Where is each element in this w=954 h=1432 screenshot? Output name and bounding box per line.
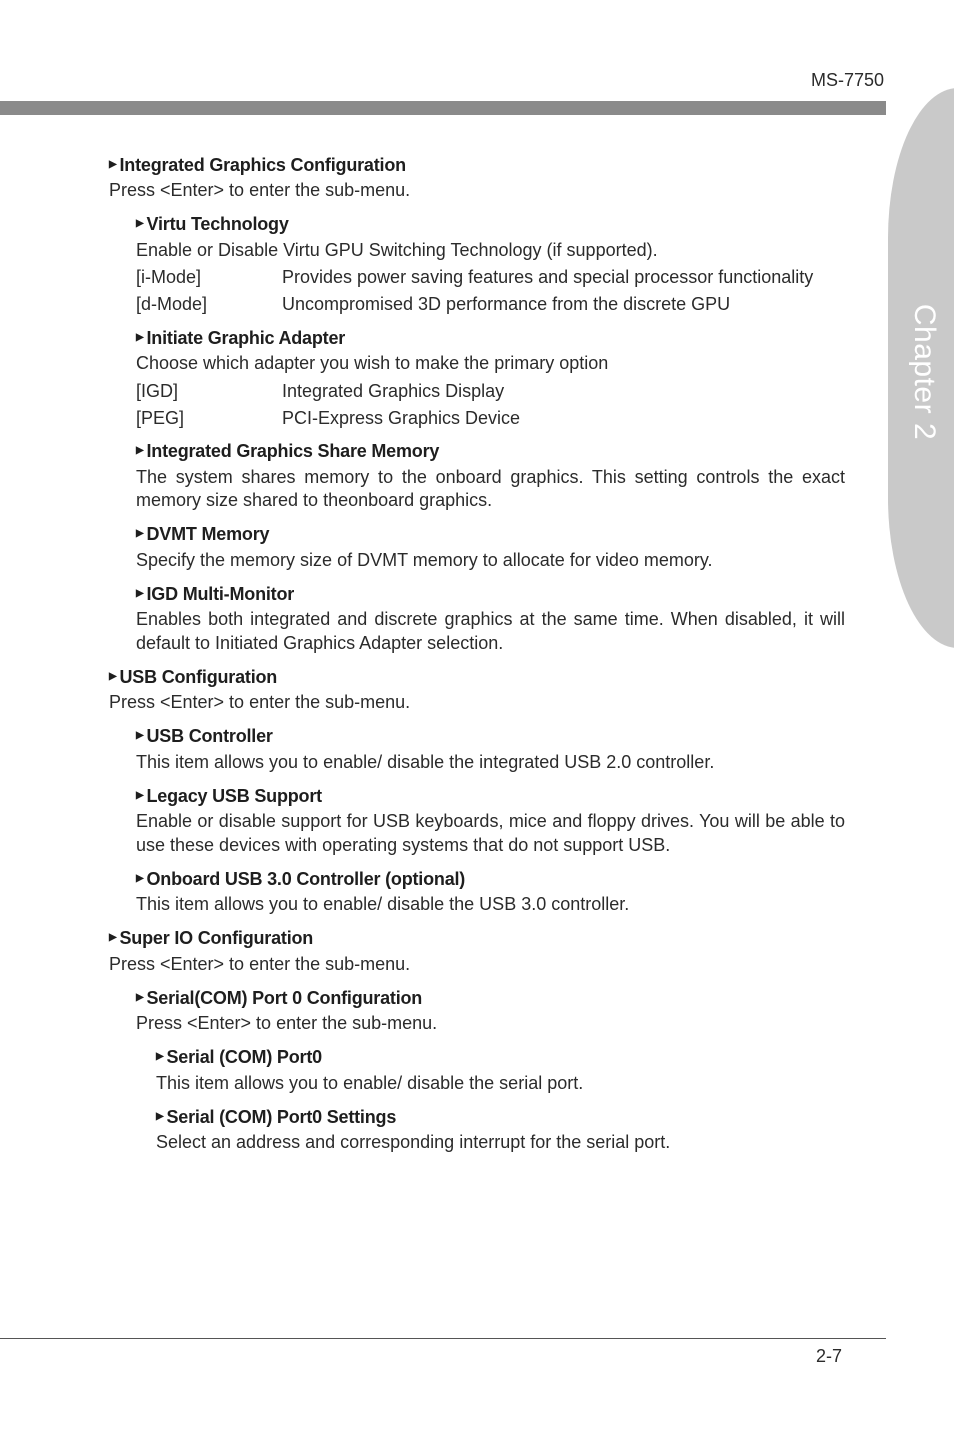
heading-text: Legacy USB Support <box>146 785 322 806</box>
section-virtu-technology <box>136 214 845 317</box>
section-serial-port0-configuration <box>136 987 845 1036</box>
section-usb-configuration <box>109 666 845 715</box>
triangle-bullet-icon: ▶ <box>136 872 144 884</box>
section-description: Press <Enter> to enter the sub-menu. <box>136 1013 438 1033</box>
section-heading <box>136 583 845 605</box>
heading-text: Initiate Graphic Adapter <box>146 327 346 348</box>
section-heading <box>136 441 845 463</box>
heading-text: Integrated Graphics Configuration <box>119 154 406 175</box>
triangle-bullet-icon: ▶ <box>136 587 144 599</box>
section-description: Enable or disable support for USB keyboards, mice and floppy drives. You will be able to use these devices with operating systems that do not support USB. <box>136 811 845 855</box>
heading-text: Integrated Graphics Share Memory <box>146 441 440 461</box>
option-key: [IGD] <box>136 380 179 401</box>
triangle-bullet-icon: ▶ <box>156 1051 164 1062</box>
option-row <box>136 293 845 316</box>
footer-rule <box>0 1338 886 1339</box>
section-heading <box>136 987 845 1009</box>
section-description: This item allows you to enable/ disable the USB 3.0 controller. <box>136 894 630 914</box>
option-row <box>136 266 845 289</box>
section-heading <box>156 1106 845 1128</box>
triangle-bullet-icon: ▶ <box>136 730 144 741</box>
heading-text: Serial(COM) Port 0 Configuration <box>146 987 423 1008</box>
section-heading <box>136 214 845 236</box>
section-description: This item allows you to enable/ disable the integrated USB 2.0 controller. <box>136 751 715 772</box>
section-usb-controller <box>136 726 845 775</box>
section-description: Enables both integrated and discrete graphics at the same time. When disabled, it will default to Initiated Graphics Adapter selection. <box>136 609 845 653</box>
section-description: Enable or Disable Virtu GPU Switching Technology (if supported). <box>136 239 658 260</box>
section-heading <box>136 524 845 546</box>
section-integrated-graphics-configuration <box>109 154 845 203</box>
section-heading <box>136 726 845 748</box>
triangle-bullet-icon: ▶ <box>109 932 117 943</box>
heading-text: Serial (COM) Port0 Settings <box>166 1106 397 1127</box>
section-description: This item allows you to enable/ disable the serial port. <box>156 1072 584 1093</box>
triangle-bullet-icon: ▶ <box>136 331 144 343</box>
option-key: [PEG] <box>136 407 185 428</box>
section-description: Specify the memory size of DVMT memory to allocate for video memory. <box>136 549 713 570</box>
option-row <box>136 380 845 403</box>
section-integrated-graphics-share-memory <box>136 441 845 513</box>
section-heading <box>156 1047 845 1069</box>
section-heading <box>136 785 845 807</box>
heading-text: Serial (COM) Port0 <box>166 1047 322 1067</box>
triangle-bullet-icon: ▶ <box>109 158 117 170</box>
option-key: [d-Mode] <box>136 294 208 314</box>
triangle-bullet-icon: ▶ <box>156 1110 164 1122</box>
option-value: PCI-Express Graphics Device <box>282 407 521 428</box>
section-description: Press <Enter> to enter the sub-menu. <box>109 180 411 200</box>
section-serial-port0 <box>156 1047 845 1096</box>
triangle-bullet-icon: ▶ <box>136 445 144 456</box>
section-onboard-usb3-controller <box>136 868 845 917</box>
option-value: Provides power saving features and special processor functionality <box>282 267 814 287</box>
option-value: Uncompromised 3D performance from the discrete GPU <box>282 294 731 314</box>
section-heading <box>109 666 845 688</box>
heading-text: DVMT Memory <box>146 524 270 544</box>
section-super-io-configuration <box>109 928 845 977</box>
section-heading <box>136 868 845 890</box>
heading-text: Onboard USB 3.0 Controller (optional) <box>146 868 466 889</box>
section-initiate-graphic-adapter <box>136 327 845 430</box>
option-key: [i-Mode] <box>136 267 202 287</box>
section-description: Choose which adapter you wish to make the primary option <box>136 353 609 373</box>
triangle-bullet-icon: ▶ <box>109 670 117 682</box>
option-row <box>136 407 845 430</box>
section-description: Press <Enter> to enter the sub-menu. <box>109 953 411 974</box>
section-dvmt-memory <box>136 524 845 573</box>
triangle-bullet-icon: ▶ <box>136 789 144 801</box>
heading-text: USB Controller <box>146 726 273 746</box>
section-igd-multi-monitor <box>136 583 845 655</box>
section-description: The system shares memory to the onboard graphics. This setting controls the exact memory size shared to theonboard graphics. <box>136 466 845 510</box>
section-description: Press <Enter> to enter the sub-menu. <box>109 692 411 712</box>
heading-text: Virtu Technology <box>146 214 289 234</box>
section-heading <box>109 154 845 176</box>
option-value: Integrated Graphics Display <box>282 380 505 401</box>
triangle-bullet-icon: ▶ <box>136 991 144 1003</box>
manual-content <box>0 150 886 1155</box>
page-number: 2-7 <box>816 1346 843 1366</box>
heading-text: Super IO Configuration <box>119 928 314 948</box>
heading-text: IGD Multi-Monitor <box>146 583 295 604</box>
section-legacy-usb-support <box>136 785 845 857</box>
triangle-bullet-icon: ▶ <box>136 528 144 539</box>
section-heading <box>136 327 845 349</box>
heading-text: USB Configuration <box>119 666 278 687</box>
section-description: Select an address and corresponding interrupt for the serial port. <box>156 1132 671 1152</box>
model-number: MS-7750 <box>810 70 884 90</box>
section-serial-port0-settings <box>156 1106 845 1155</box>
section-heading <box>109 928 845 950</box>
header-bar <box>0 101 886 115</box>
chapter-tab-label: Chapter 2 <box>908 303 941 441</box>
triangle-bullet-icon: ▶ <box>136 218 144 229</box>
